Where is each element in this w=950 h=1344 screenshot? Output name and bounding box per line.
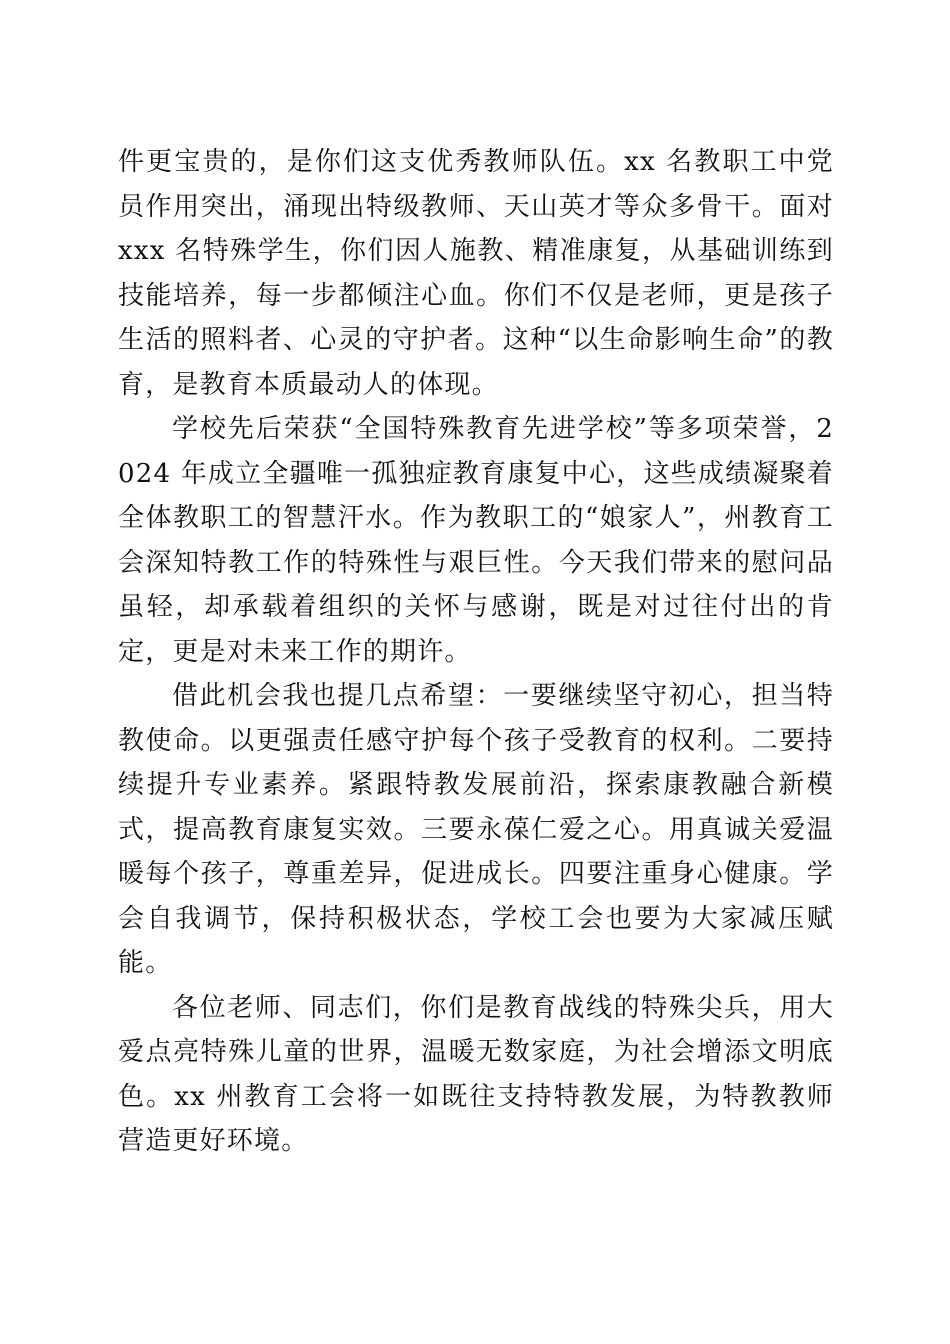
paragraph-2: 学校先后荣获“全国特殊教育先进学校”等多项荣誉，2024 年成立全疆唯一孤独症教育康复中心，这些成绩凝聚着全体教职工的智慧汗水。作为教职工的“娘家人”，州教育工会深知特教工作的特殊性与艰巨性。今天我们带来的慰问品虽轻，却承载着组织的关怀与感谢，既是对过往付出的肯定，更是对未来工作的期许。 bbox=[118, 414, 834, 667]
paragraph-4: 各位老师、同志们，你们是教育战线的特殊尖兵，用大爱点亮特殊儿童的世界，温暖无数家庭，为社会增添文明底色。xx 州教育工会将一如既往支持特教发展，为特教教师营造更好环境。 bbox=[118, 992, 834, 1156]
paragraph-3: 借此机会我也提几点希望：一要继续坚守初心，担当特教使命。以更强责任感守护每个孩子受教育的权利。二要持续提升专业素养。紧跟特教发展前沿，探索康教融合新模式，提高教育康复实效。三要永葆仁爱之心。用真诚关爱温暖每个孩子，尊重差异，促进成长。四要注重身心健康。学会自我调节，保持积极状态，学校工会也要为大家减压赋能。 bbox=[118, 681, 834, 978]
paragraph-1: 件更宝贵的，是你们这支优秀教师队伍。xx 名教职工中党员作用突出，涌现出特级教师、天山英才等众多骨干。面对 xxx 名特殊学生，你们因人施教、精准康复，从基础训练到技能培养，每一步都倾注心血。你们不仅是老师，更是孩子生活的照料者、心灵的守护者。这种“以生命影响生命”的教育，是教育本质最动人的体现。 bbox=[118, 147, 834, 400]
document-body bbox=[118, 140, 834, 1164]
